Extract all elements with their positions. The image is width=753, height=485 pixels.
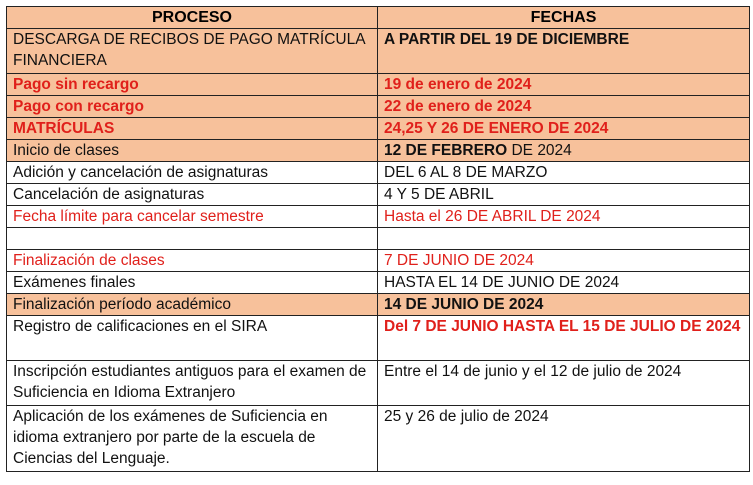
fecha-rest-part: DE 2024 [507,142,572,159]
fecha-cell [378,140,750,162]
proceso-cell: Pago con recargo [7,96,378,118]
fecha-cell: 24,25 Y 26 DE ENERO DE 2024 [378,118,750,140]
table-row [7,118,750,140]
proceso-cell: DESCARGA DE RECIBOS DE PAGO MATRÍCULA FINANCIERA [7,29,378,74]
fecha-cell: 25 y 26 de julio de 2024 [378,406,750,472]
header-row [7,7,750,29]
table-row [7,206,750,228]
fecha-cell: HASTA EL 14 DE JUNIO DE 2024 [378,272,750,294]
table-row [7,272,750,294]
table-row [7,140,750,162]
proceso-cell: Inicio de clases [7,140,378,162]
table-row [7,361,750,406]
fecha-cell: Hasta el 26 DE ABRIL DE 2024 [378,206,750,228]
proceso-cell: Fecha límite para cancelar semestre [7,206,378,228]
fecha-bold-part: 12 DE FEBRERO [384,142,508,159]
fecha-cell: 19 de enero de 2024 [378,74,750,96]
fecha-cell: 7 DE JUNIO DE 2024 [378,250,750,272]
table-row [7,406,750,472]
table-row [7,74,750,96]
table-row [7,96,750,118]
fecha-cell: A PARTIR DEL 19 DE DICIEMBRE [378,29,750,74]
table-row [7,316,750,361]
proceso-cell: Exámenes finales [7,272,378,294]
proceso-cell [7,228,378,250]
proceso-cell: Registro de calificaciones en el SIRA [7,316,378,361]
table-row [7,162,750,184]
calendar-table [6,6,750,472]
header-fechas: FECHAS [378,7,750,29]
proceso-cell: Finalización período académico [7,294,378,316]
table-row [7,294,750,316]
fecha-cell: Del 7 DE JUNIO HASTA EL 15 DE JULIO DE 2024 [378,316,750,361]
fecha-cell: DEL 6 AL 8 DE MARZO [378,162,750,184]
header-proceso: PROCESO [7,7,378,29]
fecha-cell: 4 Y 5 DE ABRIL [378,184,750,206]
proceso-cell: Inscripción estudiantes antiguos para el examen de Suficiencia en Idioma Extranjero [7,361,378,406]
proceso-cell: MATRÍCULAS [7,118,378,140]
empty-row [7,228,750,250]
table-row [7,184,750,206]
fecha-cell: 14 DE JUNIO DE 2024 [378,294,750,316]
proceso-cell: Pago sin recargo [7,74,378,96]
proceso-cell: Adición y cancelación de asignaturas [7,162,378,184]
fecha-cell [378,228,750,250]
fecha-cell: Entre el 14 de junio y el 12 de julio de 2024 [378,361,750,406]
table-row [7,250,750,272]
proceso-cell: Finalización de clases [7,250,378,272]
table-row [7,29,750,74]
proceso-cell: Cancelación de asignaturas [7,184,378,206]
proceso-cell: Aplicación de los exámenes de Suficiencia en idioma extranjero por parte de la escuela de Ciencias del Lenguaje. [7,406,378,472]
fecha-cell: 22 de enero de 2024 [378,96,750,118]
